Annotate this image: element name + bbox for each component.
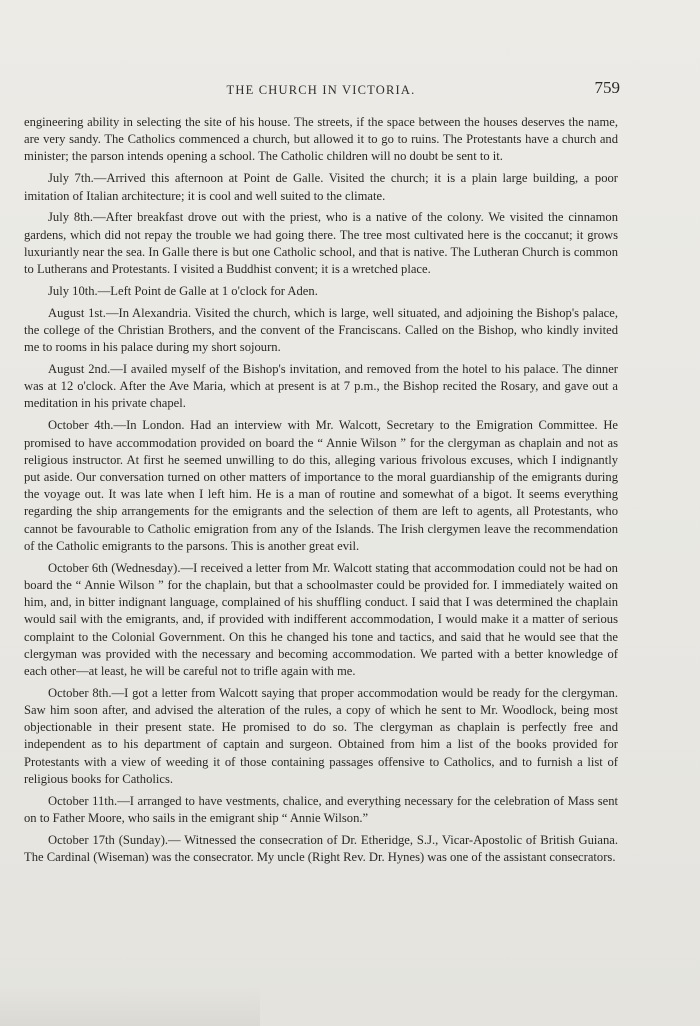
diary-date: July 10th. xyxy=(48,283,98,298)
body-text xyxy=(24,114,618,871)
paragraph-text: —Left Point de Galle at 1 o'clock for Aden. xyxy=(97,283,318,298)
page-number: 759 xyxy=(594,78,620,97)
paragraph xyxy=(24,305,618,357)
diary-date: October 8th. xyxy=(48,685,112,700)
paragraph-text: —Arrived this afternoon at Point de Galle. Visited the church; it is a plain large building, a poor imitation of Italian architecture; it is cool and well suited to the climate. xyxy=(24,171,618,203)
paragraph-text: —After breakfast drove out with the priest, who is a native of the colony. We visited the cinnamon gardens, which did not repay the trouble we had going there. The tree most cultivated here is the coccanut; it grows luxuriantly near the sea. In Galle there is but one Catholic school, and that is native. The Lutheran Church is common to Lutherans and Protestants. I visited a Buddhist convent; it is a wretched place. xyxy=(24,210,619,276)
paragraph-text: —I arranged to have vestments, chalice, and everything necessary for the celebration of Mass sent on to Father Moore, who sails in the emigrant ship “ Annie Wilson.” xyxy=(24,793,618,825)
diary-date: July 7th. xyxy=(48,171,94,186)
diary-date: October 17th (Sunday). xyxy=(48,832,169,847)
paragraph-text: —I got a letter from Walcott saying that proper accommodation would be ready for the clergyman. Saw him soon after, and advised the alteration of the rules, a copy of which he sent to Mr. Woodlock, being most objectionable in their present state. He promised to do so. The clergyman as chaplain is perfectly free and independent as to his department of captain and surgeon. Obtained from him a list of the books provided for Protestants with a view of weeding it of those containing passages offensive to Catholics, and to furnish a list of religious books for Catholics. xyxy=(24,685,619,786)
paragraph xyxy=(24,685,618,788)
diary-date: July 8th. xyxy=(48,210,94,225)
paragraph-text: — Witnessed the consecration of Dr. Etheridge, S.J., Vicar-Apostolic of British Guiana. The Cardinal (Wiseman) was the consecrator. My uncle (Right Rev. Dr. Hynes) was one of the assistant consecrators. xyxy=(24,832,618,864)
diary-date: August 1st. xyxy=(48,305,106,320)
page-stain xyxy=(0,986,260,1026)
diary-date: October 6th (Wednesday). xyxy=(48,560,181,575)
paragraph xyxy=(24,417,618,555)
paragraph xyxy=(24,170,618,204)
diary-date: August 2nd. xyxy=(48,362,111,377)
paragraph-text: —In Alexandria. Visited the church, which is large, well situated, and adjoining the Bishop's palace, the college of the Christian Brothers, and the convent of the Franciscans. Called on the Bishop, who kindly invited me to rooms in his palace during my short sojourn. xyxy=(24,305,618,355)
paragraph xyxy=(24,114,618,166)
paragraph-text: —I received a letter from Mr. Walcott stating that accommodation could not be had on board the “ Annie Wilson ” for the chaplain, but that a schoolmaster could be provided for. I immediately waited on him, and, in bitter indignant language, complained of his shuffling conduct. I said that I was determined the chaplain would sail with the emigrants, and, if provided with indifferent accommodation, I would make it a matter of serious complaint to the Colonial Government. On this he changed his tone and tactics, and said that he would see that the clergyman was provided with the necessary and becoming accommodation. We parted with a better knowledge of each other—at least, he will be careful not to trifle again with me. xyxy=(24,560,618,678)
paragraph-text: engineering ability in selecting the site of his house. The streets, if the space between the houses deserves the name, are very sandy. The Catholics commenced a church, but allowed it to go to ruins. The Protestants have a church and minister; the parson intends opening a school. The Catholic children will no doubt be sent to it. xyxy=(24,115,618,164)
paragraph xyxy=(24,793,618,827)
diary-date: October 11th. xyxy=(48,793,118,808)
paragraph xyxy=(24,832,618,866)
running-title: THE CHURCH IN VICTORIA. xyxy=(226,83,416,97)
diary-date: October 4th. xyxy=(48,418,114,433)
paragraph-text: —In London. Had an interview with Mr. Walcott, Secretary to the Emigration Committee. He promised to have accommodation provided on board the “ Annie Wilson ” for the clergyman as chaplain and not as religious instructor. At first he seemed unwilling to do this, alleging various frivolous excuses, which I indignantly put aside. Our conversation turned on other matters of importance to the moral guardianship of the emigrants during the voyage out. It was late when I left him. He is a man of routine and somewhat of a bigot. It seems everything regarding the ship arrangements for the emigrants and the selection of them are left to agents, all Protestants, who cannot be favourable to Catholic emigration from any of the Islands. The Irish clergymen leave the recommendation of the Catholic emigrants to the parsons. This is another great evil. xyxy=(24,418,618,553)
paragraph xyxy=(24,560,618,680)
paragraph-text: —I availed myself of the Bishop's invitation, and removed from the hotel to his palace. The dinner was at 12 o'clock. After the Ave Maria, which at present is at 7 p.m., the Bishop recited the Rosary, and gave out a meditation in his private chapel. xyxy=(24,362,618,411)
running-head xyxy=(24,78,618,102)
paragraph xyxy=(24,361,618,413)
paragraph xyxy=(24,209,618,278)
paragraph xyxy=(24,283,618,300)
